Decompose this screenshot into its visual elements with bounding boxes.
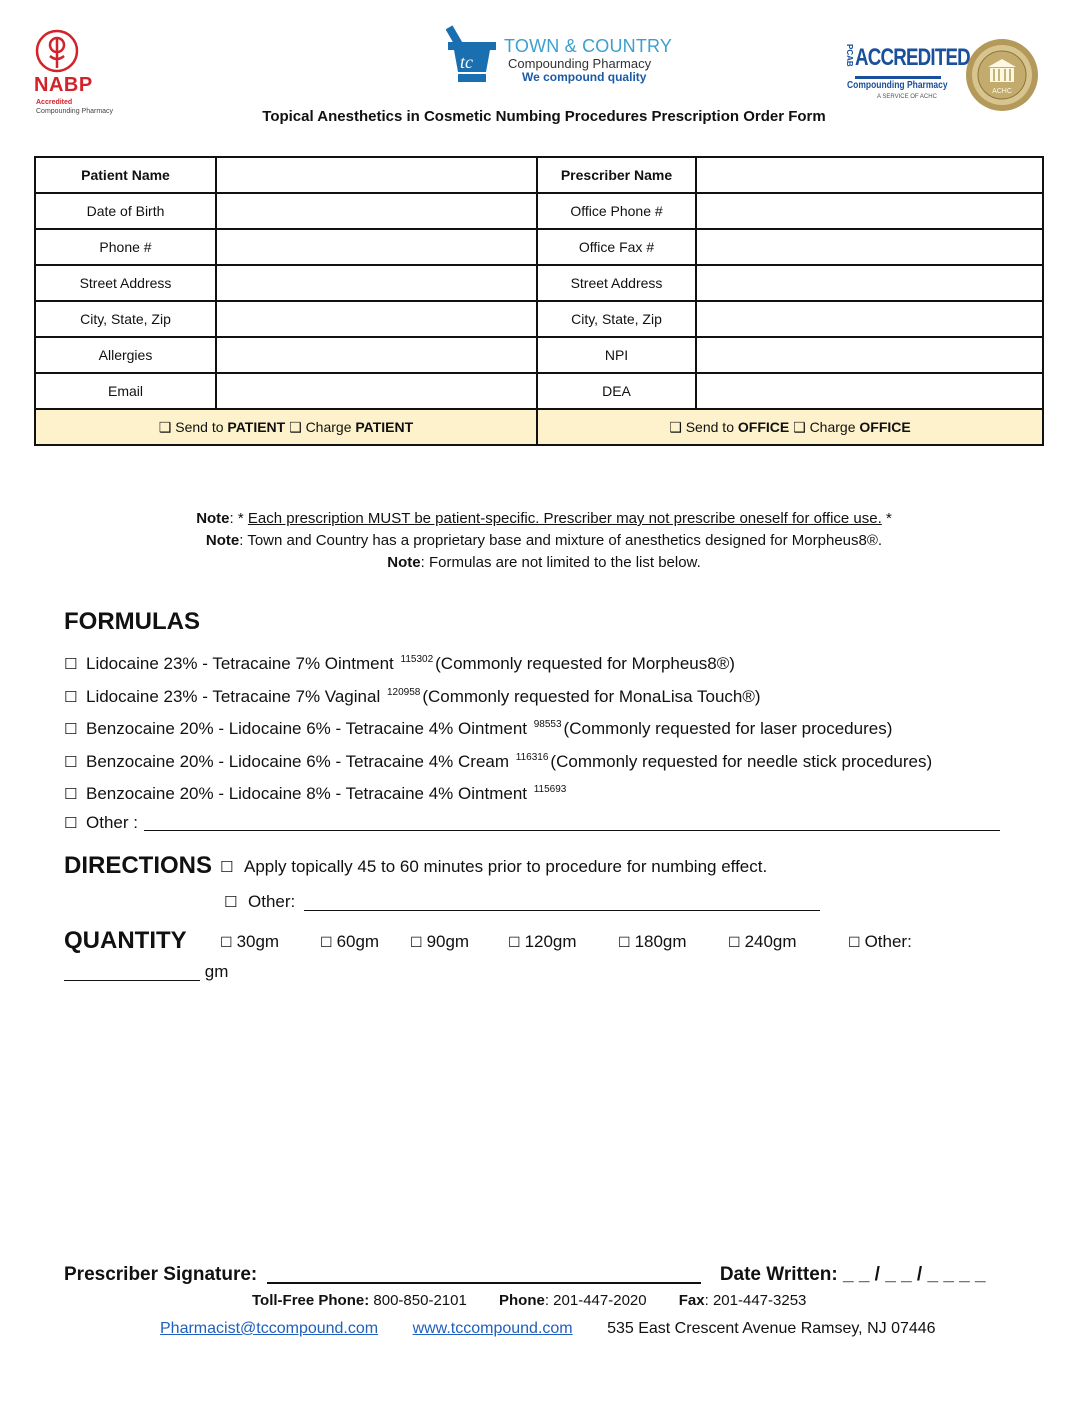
quantity-option-label: 90gm bbox=[426, 932, 470, 951]
prescriber-field-label: NPI bbox=[537, 337, 696, 373]
formula-note: (Commonly requested for laser procedures) bbox=[563, 719, 893, 739]
prescriber-field-label: DEA bbox=[537, 373, 696, 409]
links-row bbox=[160, 1320, 936, 1338]
notes-block bbox=[0, 508, 1088, 574]
table-row bbox=[35, 229, 1043, 265]
quantity-option-label: 240gm bbox=[744, 932, 797, 951]
contact-row bbox=[252, 1292, 834, 1309]
quantity-option[interactable] bbox=[728, 932, 797, 952]
tc-name: TOWN & COUNTRY bbox=[504, 36, 673, 56]
table-row bbox=[35, 337, 1043, 373]
note-label: Note bbox=[205, 532, 240, 549]
direction-option-1[interactable] bbox=[220, 857, 767, 877]
formula-name: Benzocaine 20% - Lidocaine 6% - Tetracaine 4% Ointment bbox=[86, 719, 527, 739]
checkbox-icon[interactable]: ☐ bbox=[64, 721, 78, 739]
table-row bbox=[35, 265, 1043, 301]
checkbox-icon[interactable]: ❑ bbox=[793, 418, 806, 435]
phone-label: Phone bbox=[499, 1292, 545, 1309]
note-1-pre: : * bbox=[229, 510, 248, 527]
patient-field-label: Patient Name bbox=[35, 157, 216, 193]
patient-field-input[interactable] bbox=[216, 229, 537, 265]
charge-target: OFFICE bbox=[859, 418, 911, 435]
table-row bbox=[35, 373, 1043, 409]
table-row bbox=[35, 157, 1043, 193]
mortar-pestle-icon bbox=[446, 24, 498, 84]
formula-note: (Commonly requested for needle stick procedures) bbox=[550, 751, 933, 771]
website-link[interactable]: www.tccompound.com bbox=[412, 1320, 573, 1337]
email-link[interactable]: Pharmacist@tccompound.com bbox=[160, 1320, 379, 1337]
checkbox-icon[interactable]: ☐ bbox=[64, 814, 78, 832]
signature-field[interactable] bbox=[267, 1266, 701, 1284]
quantity-other-line bbox=[64, 962, 228, 982]
formula-option[interactable] bbox=[64, 745, 1024, 778]
pcab-accredited: ACCREDITED bbox=[855, 44, 970, 71]
signature-row bbox=[64, 1264, 986, 1286]
formula-other-label: Other : bbox=[86, 812, 138, 832]
quantity-option-label: 120gm bbox=[524, 932, 577, 951]
checkbox-icon[interactable]: ☐ bbox=[410, 934, 423, 950]
send-office-option bbox=[537, 409, 1043, 445]
patient-field-input[interactable] bbox=[216, 301, 537, 337]
checkbox-icon[interactable]: ☐ bbox=[64, 786, 78, 804]
formula-option[interactable] bbox=[64, 647, 1024, 680]
pcab-logo bbox=[843, 40, 970, 106]
patient-field-label: Street Address bbox=[35, 265, 216, 301]
nabp-seal-icon bbox=[34, 28, 80, 74]
note-line-3 bbox=[0, 552, 1088, 574]
svg-text:tc: tc bbox=[460, 52, 473, 72]
patient-field-input[interactable] bbox=[216, 337, 537, 373]
checkbox-icon[interactable]: ☐ bbox=[220, 859, 234, 876]
phone-number: : 201-447-2020 bbox=[544, 1292, 647, 1309]
tollfree-number: 800-850-2101 bbox=[373, 1292, 467, 1309]
note-1-text: Each prescription MUST be patient-specific. Prescriber may not prescribe oneself for office use. bbox=[247, 510, 882, 527]
prescriber-field-input[interactable] bbox=[696, 373, 1043, 409]
direction-other-field[interactable] bbox=[304, 895, 820, 911]
direction-other-label: Other: bbox=[248, 892, 296, 911]
prescriber-field-input[interactable] bbox=[696, 265, 1043, 301]
formula-code: 120958 bbox=[386, 686, 421, 698]
send-target: OFFICE bbox=[737, 418, 790, 435]
checkbox-icon[interactable]: ☐ bbox=[220, 934, 233, 950]
patient-field-input[interactable] bbox=[216, 193, 537, 229]
note-label: Note bbox=[387, 554, 421, 571]
signature-label: Prescriber Signature: bbox=[64, 1264, 258, 1285]
note-3-text: : Formulas are not limited to the list below. bbox=[420, 554, 701, 571]
formula-option[interactable] bbox=[64, 680, 1024, 713]
directions-heading: DIRECTIONS bbox=[64, 852, 213, 879]
achc-seal-text: ACHC bbox=[992, 88, 1012, 95]
quantity-other-field[interactable] bbox=[64, 965, 200, 981]
checkbox-icon[interactable]: ☐ bbox=[320, 934, 333, 950]
send-charge-row bbox=[35, 409, 1043, 445]
prescriber-field-input[interactable] bbox=[696, 157, 1043, 193]
achc-seal-icon bbox=[962, 37, 1042, 113]
tc-subtitle: Compounding Pharmacy bbox=[508, 56, 652, 71]
nabp-logo bbox=[34, 28, 134, 120]
formula-code: 115302 bbox=[400, 654, 434, 665]
checkbox-icon[interactable]: ☐ bbox=[848, 934, 861, 950]
quantity-option-label: 60gm bbox=[336, 932, 380, 951]
fax-label: Fax bbox=[678, 1292, 705, 1309]
prescriber-field-label: Street Address bbox=[537, 265, 696, 301]
quantity-unit: gm bbox=[204, 962, 229, 981]
pcab-small: A SERVICE OF ACHC bbox=[877, 94, 937, 100]
note-label: Note bbox=[196, 510, 230, 527]
note-2-text: : Town and Country has a proprietary base and mixture of anesthetics designed for Morpheus8®. bbox=[239, 532, 883, 549]
formula-name: Lidocaine 23% - Tetracaine 7% Ointment bbox=[86, 654, 394, 673]
charge-target: PATIENT bbox=[355, 418, 414, 435]
table-row bbox=[35, 193, 1043, 229]
quantity-option[interactable] bbox=[848, 932, 912, 952]
patient-field-label: Date of Birth bbox=[35, 193, 216, 229]
formula-code: 98553 bbox=[533, 719, 562, 731]
patient-field-input[interactable] bbox=[216, 373, 537, 409]
tollfree-label: Toll-Free Phone: bbox=[252, 1292, 370, 1309]
send-label: Send to bbox=[175, 418, 224, 435]
checkbox-icon[interactable]: ☐ bbox=[64, 753, 78, 771]
charge-label: Charge bbox=[305, 418, 352, 435]
nabp-subtitle: Compounding Pharmacy bbox=[36, 108, 114, 115]
quantity-option[interactable] bbox=[508, 932, 577, 952]
address: 535 East Crescent Avenue Ramsey, NJ 07446 bbox=[607, 1320, 936, 1337]
note-1-post: * bbox=[881, 510, 892, 527]
town-country-logo bbox=[446, 24, 686, 88]
patient-field-input[interactable] bbox=[216, 265, 537, 301]
note-line-2 bbox=[0, 530, 1088, 552]
nabp-accredited: Accredited bbox=[36, 99, 73, 106]
checkbox-icon[interactable]: ❑ bbox=[289, 418, 302, 435]
quantity-heading: QUANTITY bbox=[64, 927, 187, 954]
prescriber-field-input[interactable] bbox=[696, 193, 1043, 229]
formula-name: Benzocaine 20% - Lidocaine 8% - Tetracaine 4% Ointment bbox=[86, 784, 527, 804]
formula-note: (Commonly requested for Morpheus8®) bbox=[435, 654, 735, 673]
formula-code: 115693 bbox=[533, 784, 567, 796]
prescriber-field-label: Prescriber Name bbox=[537, 157, 696, 193]
pcab-rule bbox=[855, 76, 941, 79]
patient-field-label: Email bbox=[35, 373, 216, 409]
formula-other-field[interactable] bbox=[144, 815, 1000, 831]
formula-name: Benzocaine 20% - Lidocaine 6% - Tetracaine 4% Cream bbox=[86, 751, 510, 771]
patient-field-label: Phone # bbox=[35, 229, 216, 265]
checkbox-icon[interactable]: ☐ bbox=[64, 656, 78, 673]
form-title: Topical Anesthetics in Cosmetic Numbing Procedures Prescription Order Form bbox=[262, 108, 826, 125]
formula-option[interactable] bbox=[64, 712, 1024, 745]
formula-list bbox=[64, 647, 1024, 843]
tc-tagline: We compound quality bbox=[522, 70, 647, 84]
formula-code: 116316 bbox=[515, 751, 549, 763]
prescriber-field-input[interactable] bbox=[696, 229, 1043, 265]
date-field[interactable]: _ _ / _ _ / _ _ _ _ bbox=[842, 1264, 986, 1285]
formulas-heading: FORMULAS bbox=[64, 608, 200, 635]
send-patient-option bbox=[35, 409, 537, 445]
formula-other[interactable] bbox=[64, 810, 1024, 843]
fax-number: : 201-447-3253 bbox=[704, 1292, 807, 1309]
prescriber-field-input[interactable] bbox=[696, 301, 1043, 337]
checkbox-icon[interactable]: ☐ bbox=[64, 688, 78, 706]
patient-prescriber-table bbox=[34, 156, 1044, 446]
direction-other[interactable] bbox=[224, 892, 820, 912]
pcab-subtitle: Compounding Pharmacy bbox=[847, 80, 948, 91]
pcab-vertical: PCAB bbox=[845, 44, 854, 67]
checkbox-icon[interactable]: ☐ bbox=[618, 934, 631, 950]
quantity-option[interactable] bbox=[410, 932, 469, 952]
send-target: PATIENT bbox=[227, 418, 286, 435]
quantity-option[interactable] bbox=[320, 932, 379, 952]
nabp-wordmark: NABP bbox=[34, 74, 93, 96]
prescriber-field-input[interactable] bbox=[696, 337, 1043, 373]
note-line-1 bbox=[0, 508, 1088, 530]
quantity-option-label: 30gm bbox=[236, 932, 280, 951]
date-label: Date Written: bbox=[719, 1264, 838, 1285]
checkbox-icon[interactable]: ❑ bbox=[669, 418, 682, 435]
patient-field-input[interactable] bbox=[216, 157, 537, 193]
checkbox-icon[interactable]: ❑ bbox=[158, 418, 172, 435]
quantity-option[interactable] bbox=[220, 932, 279, 952]
patient-field-label: City, State, Zip bbox=[35, 301, 216, 337]
checkbox-icon[interactable]: ☐ bbox=[508, 934, 521, 950]
quantity-option-label: 180gm bbox=[634, 932, 687, 951]
checkbox-icon[interactable]: ☐ bbox=[728, 934, 741, 950]
formula-option[interactable] bbox=[64, 777, 1024, 810]
send-label: Send to bbox=[685, 418, 734, 435]
direction-option-1-label: Apply topically 45 to 60 minutes prior to procedure for numbing effect. bbox=[244, 857, 768, 876]
checkbox-icon[interactable]: ☐ bbox=[224, 894, 238, 911]
quantity-option-label: Other: bbox=[864, 932, 912, 951]
formula-note: (Commonly requested for MonaLisa Touch®) bbox=[422, 686, 761, 706]
quantity-option[interactable] bbox=[618, 932, 687, 952]
prescriber-field-label: Office Phone # bbox=[537, 193, 696, 229]
patient-field-label: Allergies bbox=[35, 337, 216, 373]
prescriber-field-label: Office Fax # bbox=[537, 229, 696, 265]
table-row bbox=[35, 301, 1043, 337]
charge-label: Charge bbox=[809, 418, 856, 435]
formula-name: Lidocaine 23% - Tetracaine 7% Vaginal bbox=[86, 686, 381, 706]
prescriber-field-label: City, State, Zip bbox=[537, 301, 696, 337]
